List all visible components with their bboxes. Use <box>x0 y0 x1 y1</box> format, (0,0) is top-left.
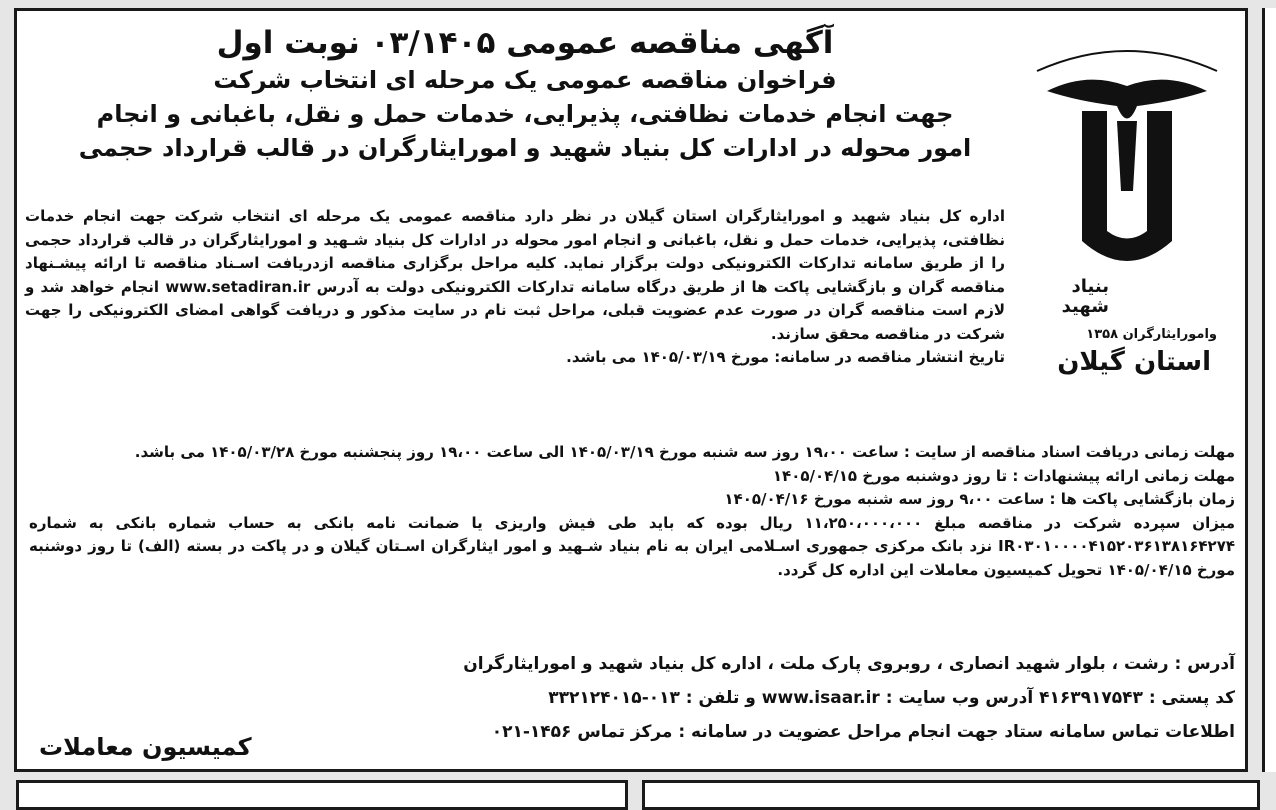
next-ad-right <box>642 780 1260 810</box>
notice-subtitle-line-2: جهت انجام خدمات نظافتی، پذیرایی، خدمات حمل و نقل، باغبانی و انجام <box>96 100 954 128</box>
notice-title: آگهی مناقصه عمومی ۰۳/۱۴۰۵ نوبت اول <box>216 25 834 61</box>
dove-wings <box>1047 80 1207 119</box>
contact-setad: اطلاعات تماس سامانه ستاد جهت انجام مراحل عضویت در سامانه : مرکز تماس ۱۴۵۶-۰۲۱ <box>491 722 1235 742</box>
detail-deposit: میزان سپرده شرکت در مناقصه مبلغ ۱۱،۲۵۰،۰۰۰،۰۰۰ ریال بوده که باید طی فیش واریزی یا ضمانت نامه بانکی به حساب شماره بانکی به شماره IR۰۳۰۱۰۰۰۰۴۱۵۲۰۳۶۱۳۸۱۶۴۲۷۴ نزد بانک مرکزی جمهوری اسـلامی ایران به نام بنیاد شـهید و امور ایثارگران اسـتان گیلان و در پاکت در بسته (الف) تا روز دوشنبه مورخ ۱۴۰۵/۰۴/۱۵ تحویل کمیسیون معاملات این اداره کل گردد. <box>29 513 1235 579</box>
logo-org-line2: شهید <box>1061 296 1109 317</box>
adjacent-ad-edge <box>1262 8 1276 772</box>
foundation-logo <box>1027 31 1227 381</box>
logo-flame <box>1117 121 1137 191</box>
logo-org-line1: بنیاد <box>1071 276 1109 297</box>
signature: کمیسیون معاملات <box>39 733 252 761</box>
notice-details <box>29 441 1235 582</box>
notice-subtitle-line-3: امور محوله در ادارات کل بنیاد شهید و امورایثارگران در قالب قرارداد حجمی <box>78 134 972 162</box>
notice-header <box>55 23 995 165</box>
next-ad-left <box>16 780 628 810</box>
publish-date: تاریخ انتشار مناقصه در سامانه: مورخ ۱۴۰۵/۰۳/۱۹ می باشد. <box>566 348 1005 366</box>
logo-arc <box>1037 51 1217 71</box>
logo-year: ۱۳۵۸ <box>1086 327 1119 342</box>
detail-opening-time: زمان بازگشایی پاکت ها : ساعت ۹،۰۰ روز سه شنبه مورخ ۱۴۰۵/۰۴/۱۶ <box>724 490 1235 508</box>
contact-postal: کد پستی : ۴۱۶۳۹۱۷۵۴۳ آدرس وب سایت : www.isaar.ir و تلفن : ۰۱۳-۳۳۲۱۲۴۰۱۵ <box>548 688 1235 708</box>
logo-org-line3 <box>1086 327 1217 342</box>
logo-org-name <box>1062 277 1109 317</box>
detail-proposal-deadline: مهلت زمانی ارائه پیشنهادات : تا روز دوشنبه مورخ ۱۴۰۵/۰۴/۱۵ <box>772 466 1235 485</box>
logo-org-line3-text: وامورایثارگران <box>1122 327 1217 342</box>
contact-address: آدرس : رشت ، بلوار شهید انصاری ، روبروی پارک ملت ، اداره کل بنیاد شهید و امورایثارگران <box>463 654 1235 674</box>
dove-emblem-icon <box>1027 31 1227 281</box>
notice-frame <box>14 8 1248 772</box>
notice-subtitle-line-1: فراخوان مناقصه عمومی یک مرحله ای انتخاب شرکت <box>213 66 837 94</box>
notice-contact <box>235 647 1235 749</box>
detail-documents-deadline: مهلت زمانی دریافت اسناد مناقصه از سایت : ساعت ۱۹،۰۰ روز سه شنبه مورخ ۱۴۰۵/۰۳/۱۹ الی ساعت ۱۹،۰۰ روز پنجشنبه مورخ ۱۴۰۵/۰۳/۲۸ می باشد. <box>134 443 1235 461</box>
notice-intro <box>25 205 1005 370</box>
logo-province: استان گیلان <box>1057 347 1211 377</box>
intro-paragraph: اداره کل بنیاد شهید و امورایثارگران استان گیلان در نظر دارد مناقصه عمومی یک مرحله ای انتخاب شرکت جهت انجام خدمات نظافتی، پذیرایی، خدمات حمل و نقل، باغبانی و انجام امور محوله در ادارات کل بنیاد شـهید و امورایثارگران در قالب قرارداد حجمی را از طریق سامانه تدارکات الکترونیکی دولت برگزار نماید. کلیه مراحل برگزاری مناقصه ازدریافت اسـناد مناقصه تا ارائه پیشـنهاد مناقصه گران و بازگشایی پاکت ها از طریق درگاه سامانه تدارکات الکترونیکی دولت به آدرس www.setadiran.ir انجام خواهد شد و لازم است مناقصه گران در صورت عدم عضویت قبلی، مراحل ثبت نام در سایت مذکور و دریافت گواهی امضای الکترونیکی را جهت شرکت در مناقصه محقق سازند. <box>25 207 1005 343</box>
